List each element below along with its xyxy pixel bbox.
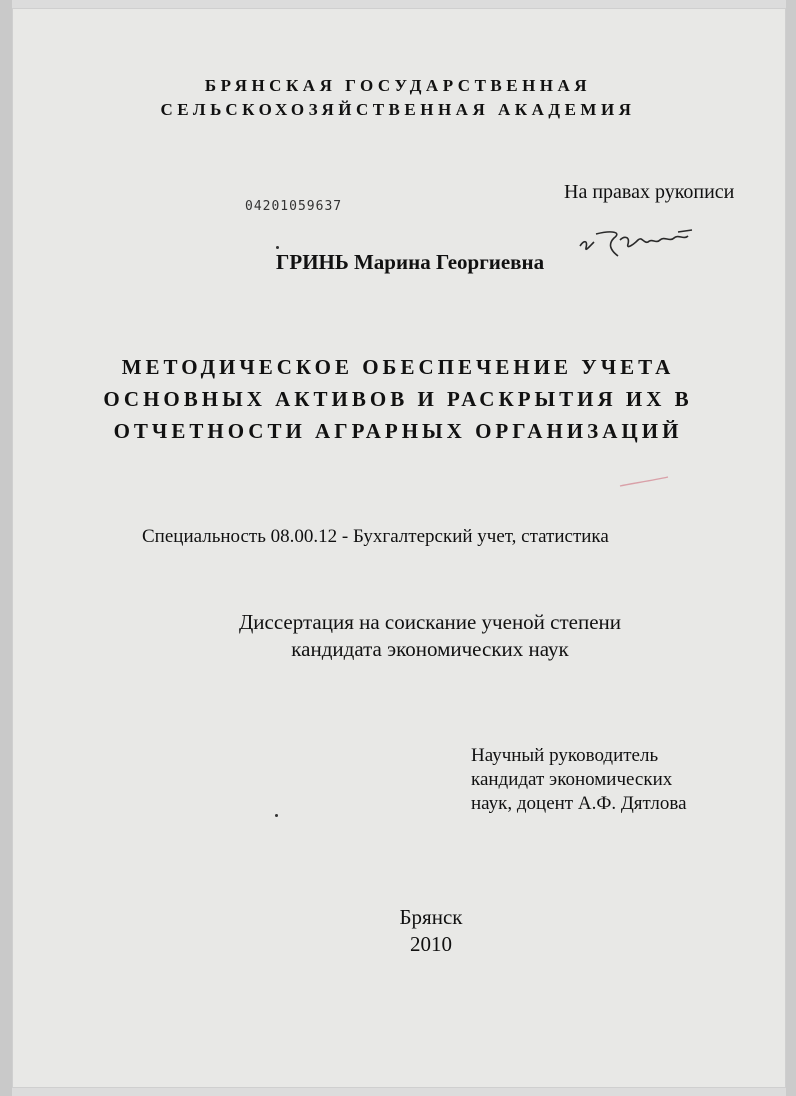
degree-line-2: кандидата экономических наук	[291, 637, 569, 661]
academy-name-line-2: СЕЛЬСКОХОЗЯЙСТВЕННАЯ АКАДЕМИЯ	[160, 100, 636, 119]
academy-name-line-1: БРЯНСКАЯ ГОСУДАРСТВЕННАЯ	[204, 76, 592, 95]
pen-mark	[618, 474, 670, 490]
degree-line-1: Диссертация на соискание ученой степени	[238, 610, 622, 634]
city: Брянск	[399, 905, 463, 929]
manuscript-note: На правах рукописи	[564, 181, 735, 203]
speck	[275, 814, 278, 817]
author-name: ГРИНЬ Марина Георгиевна	[276, 250, 545, 274]
supervisor-role: Научный руководитель	[471, 745, 659, 766]
speck	[276, 246, 279, 249]
dissertation-title-line-2: ОСНОВНЫХ АКТИВОВ И РАСКРЫТИЯ ИХ В	[103, 387, 693, 411]
supervisor-block	[471, 744, 687, 816]
dissertation-title-line-3: ОТЧЕТНОСТИ АГРАРНЫХ ОРГАНИЗАЦИЙ	[113, 419, 683, 443]
dissertation-title-line-1: МЕТОДИЧЕСКОЕ ОБЕСПЕЧЕНИЕ УЧЕТА	[121, 355, 675, 379]
document-code: 04201059637	[245, 199, 343, 214]
specialty: Специальность 08.00.12 - Бухгалтерский учет, статистика	[142, 526, 609, 547]
year: 2010	[410, 932, 452, 956]
supervisor-degree: кандидат экономических	[471, 769, 673, 790]
supervisor-name: наук, доцент А.Ф. Дятлова	[471, 793, 687, 814]
handwritten-signature	[574, 216, 704, 266]
